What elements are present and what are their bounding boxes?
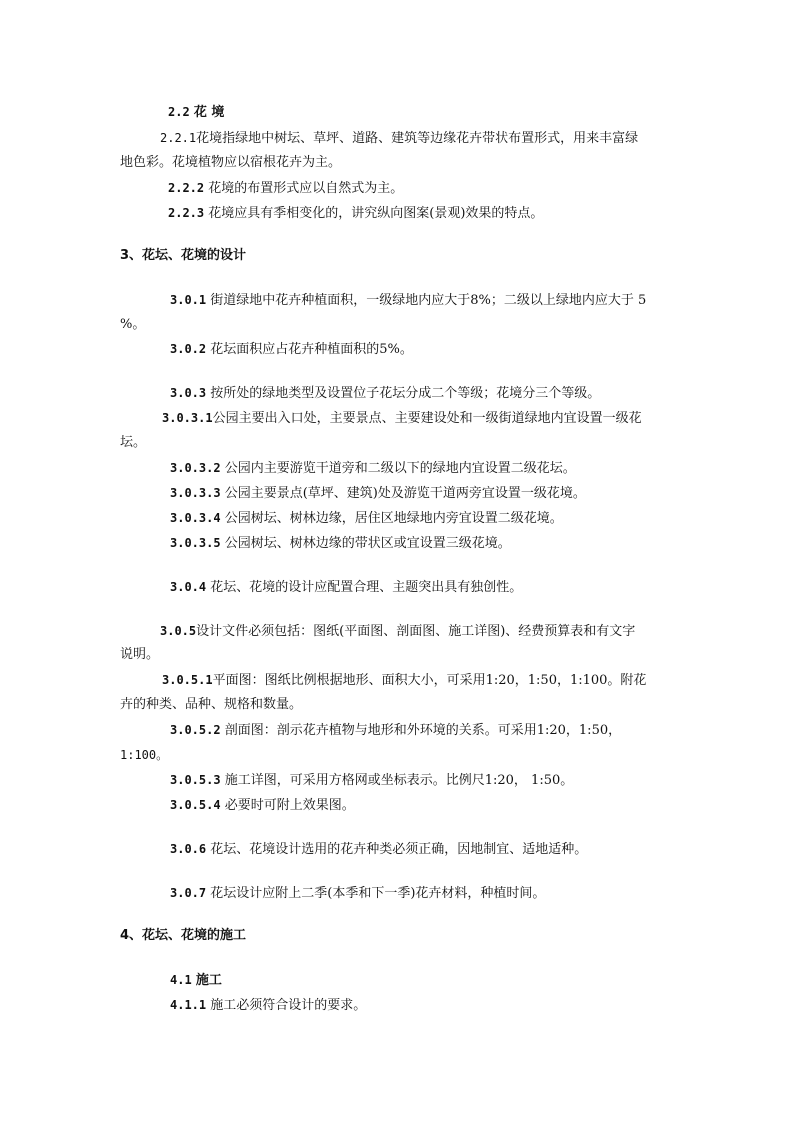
para-3-0-5: 3.0.5设计文件必须包括：图纸(平面图、剖面图、施工详图)、经费预算表和有文字 — [160, 624, 636, 639]
para-3-0-1: 3.0.1 街道绿地中花卉种植面积，一级绿地内应大于8%；二级以上绿地内应大于 5 — [170, 293, 647, 308]
heading-section-4: 4、花坛、花境的施工 — [120, 928, 247, 943]
para-3-0-7: 3.0.7 花坛设计应附上二季(本季和下一季)花卉材料，种植时间。 — [170, 886, 546, 901]
para-2-2-3: 2.2.3 花境应具有季相变化的，讲究纵向图案(景观)效果的特点。 — [168, 206, 544, 221]
para-2-2-1-cont: 地色彩。花境植物应以宿根花卉为主。 — [120, 155, 342, 170]
para-3-0-5-4: 3.0.5.4 必要时可附上效果图。 — [170, 798, 355, 813]
para-2-2-1: 2.2.1花境指绿地中树坛、草坪、道路、建筑等边缘花卉带状布置形式，用来丰富绿 — [160, 131, 639, 146]
para-3-0-4: 3.0.4 花坛、花境的设计应配置合理、主题突出具有独创性。 — [170, 580, 523, 595]
para-3-0-5-2-cont: 1:100。 — [120, 748, 169, 762]
para-3-0-5-3: 3.0.5.3 施工详图，可采用方格网或坐标表示。比例尺1:20， 1:50。 — [170, 773, 574, 788]
para-3-0-5-cont: 说明。 — [120, 647, 160, 662]
para-3-0-3-5: 3.0.3.5 公园树坛、树林边缘的带状区或宜设置三级花境。 — [170, 536, 511, 551]
para-3-0-3-3: 3.0.3.3 公园主要景点(草坪、建筑)处及游览干道两旁宜设置一级花境。 — [170, 486, 586, 501]
para-3-0-3-2: 3.0.3.2 公园内主要游览干道旁和二级以下的绿地内宜设置二级花坛。 — [170, 461, 576, 476]
para-3-0-3: 3.0.3 按所处的绿地类型及设置位子花坛分成二个等级；花境分三个等级。 — [170, 386, 601, 401]
para-3-0-5-1-cont: 卉的种类、品种、规格和数量。 — [120, 697, 303, 712]
para-3-0-5-2: 3.0.5.2 剖面图：剖示花卉植物与地形和外环境的关系。可采用1:20，1:50， — [170, 723, 622, 738]
para-3-0-6: 3.0.6 花坛、花境设计选用的花卉种类必须正确，因地制宜、适地适种。 — [170, 842, 588, 857]
para-4-1-1: 4.1.1 施工必须符合设计的要求。 — [170, 998, 367, 1013]
heading-2-2: 2.2 花 境 — [168, 105, 225, 120]
heading-section-3: 3、花坛、花境的设计 — [120, 248, 247, 263]
heading-4-1: 4.1 施工 — [170, 973, 222, 988]
para-3-0-3-4: 3.0.3.4 公园树坛、树林边缘，居住区地绿地内旁宜设置二级花境。 — [170, 511, 563, 526]
para-3-0-1-cont: %。 — [120, 317, 146, 332]
para-3-0-5-1: 3.0.5.1平面图：图纸比例根据地形、面积大小，可采用1:20，1:50，1:100。附花 — [162, 673, 647, 688]
para-3-0-3-1: 3.0.3.1公园主要出入口处，主要景点、主要建设处和一级街道绿地内宜设置一级花 — [162, 411, 642, 426]
para-3-0-2: 3.0.2 花坛面积应占花卉种植面积的5%。 — [170, 342, 413, 357]
para-2-2-2: 2.2.2 花境的布置形式应以自然式为主。 — [168, 181, 404, 196]
para-3-0-3-1-cont: 坛。 — [120, 435, 147, 450]
